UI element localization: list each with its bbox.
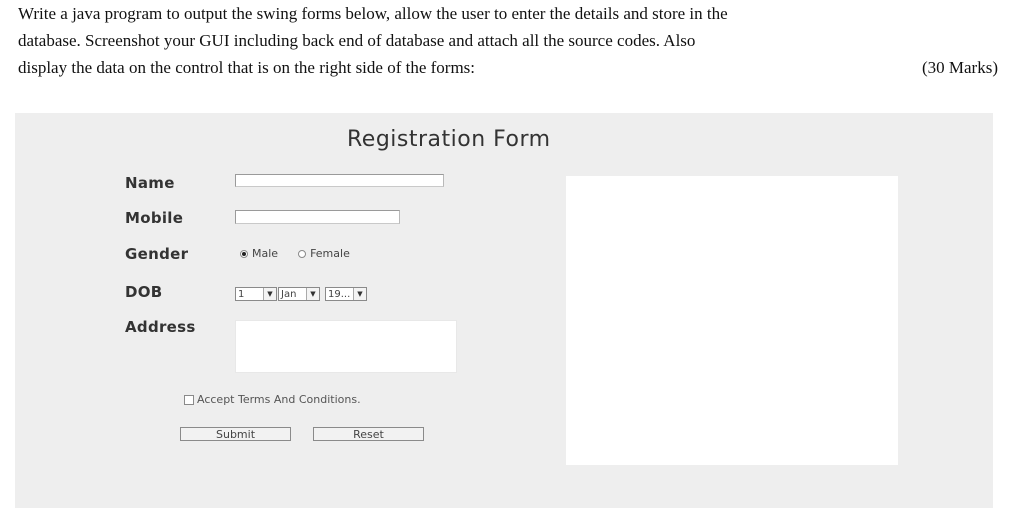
gender-radio-group [240,247,370,260]
gender-female-label: Female [310,247,350,260]
question-line-2: database. Screenshot your GUI including back end of database and attach all the source codes. Also [18,31,696,50]
address-textarea[interactable] [235,320,457,373]
reset-button[interactable]: Reset [313,427,424,441]
name-label: Name [125,174,175,192]
name-input[interactable] [235,174,444,187]
data-display-panel[interactable] [566,176,898,465]
address-label: Address [125,318,196,336]
gender-male-radio[interactable] [240,247,278,260]
dob-label: DOB [125,283,163,301]
question-line-3-row [18,54,998,81]
mobile-label: Mobile [125,209,184,227]
terms-label: Accept Terms And Conditions. [197,393,361,406]
dob-day-value: 1 [238,288,245,300]
radio-checked-icon [240,250,248,258]
question-marks: (30 Marks) [921,58,998,77]
chevron-down-icon: ▼ [353,288,366,300]
form-title: Registration Form [347,127,551,152]
radio-unchecked-icon [298,250,306,258]
mobile-input[interactable] [235,210,400,224]
dob-year-select[interactable] [325,287,367,301]
dob-month-select[interactable] [278,287,320,301]
gender-female-radio[interactable] [298,247,350,260]
submit-button[interactable]: Submit [180,427,291,441]
dob-day-select[interactable] [235,287,277,301]
chevron-down-icon: ▼ [306,288,319,300]
question-line-3: display the data on the control that is on the right side of the forms: [18,58,476,77]
gender-male-label: Male [252,247,279,260]
chevron-down-icon: ▼ [263,288,276,300]
dob-year-value: 19... [328,288,351,300]
registration-form-window [15,113,993,508]
gender-label: Gender [125,245,189,263]
question-text [18,0,998,81]
dob-month-value: Jan [281,288,297,300]
checkbox-icon [184,395,194,405]
question-line-1: Write a java program to output the swing forms below, allow the user to enter the details and store in the [18,4,728,23]
terms-checkbox[interactable] [184,393,361,406]
